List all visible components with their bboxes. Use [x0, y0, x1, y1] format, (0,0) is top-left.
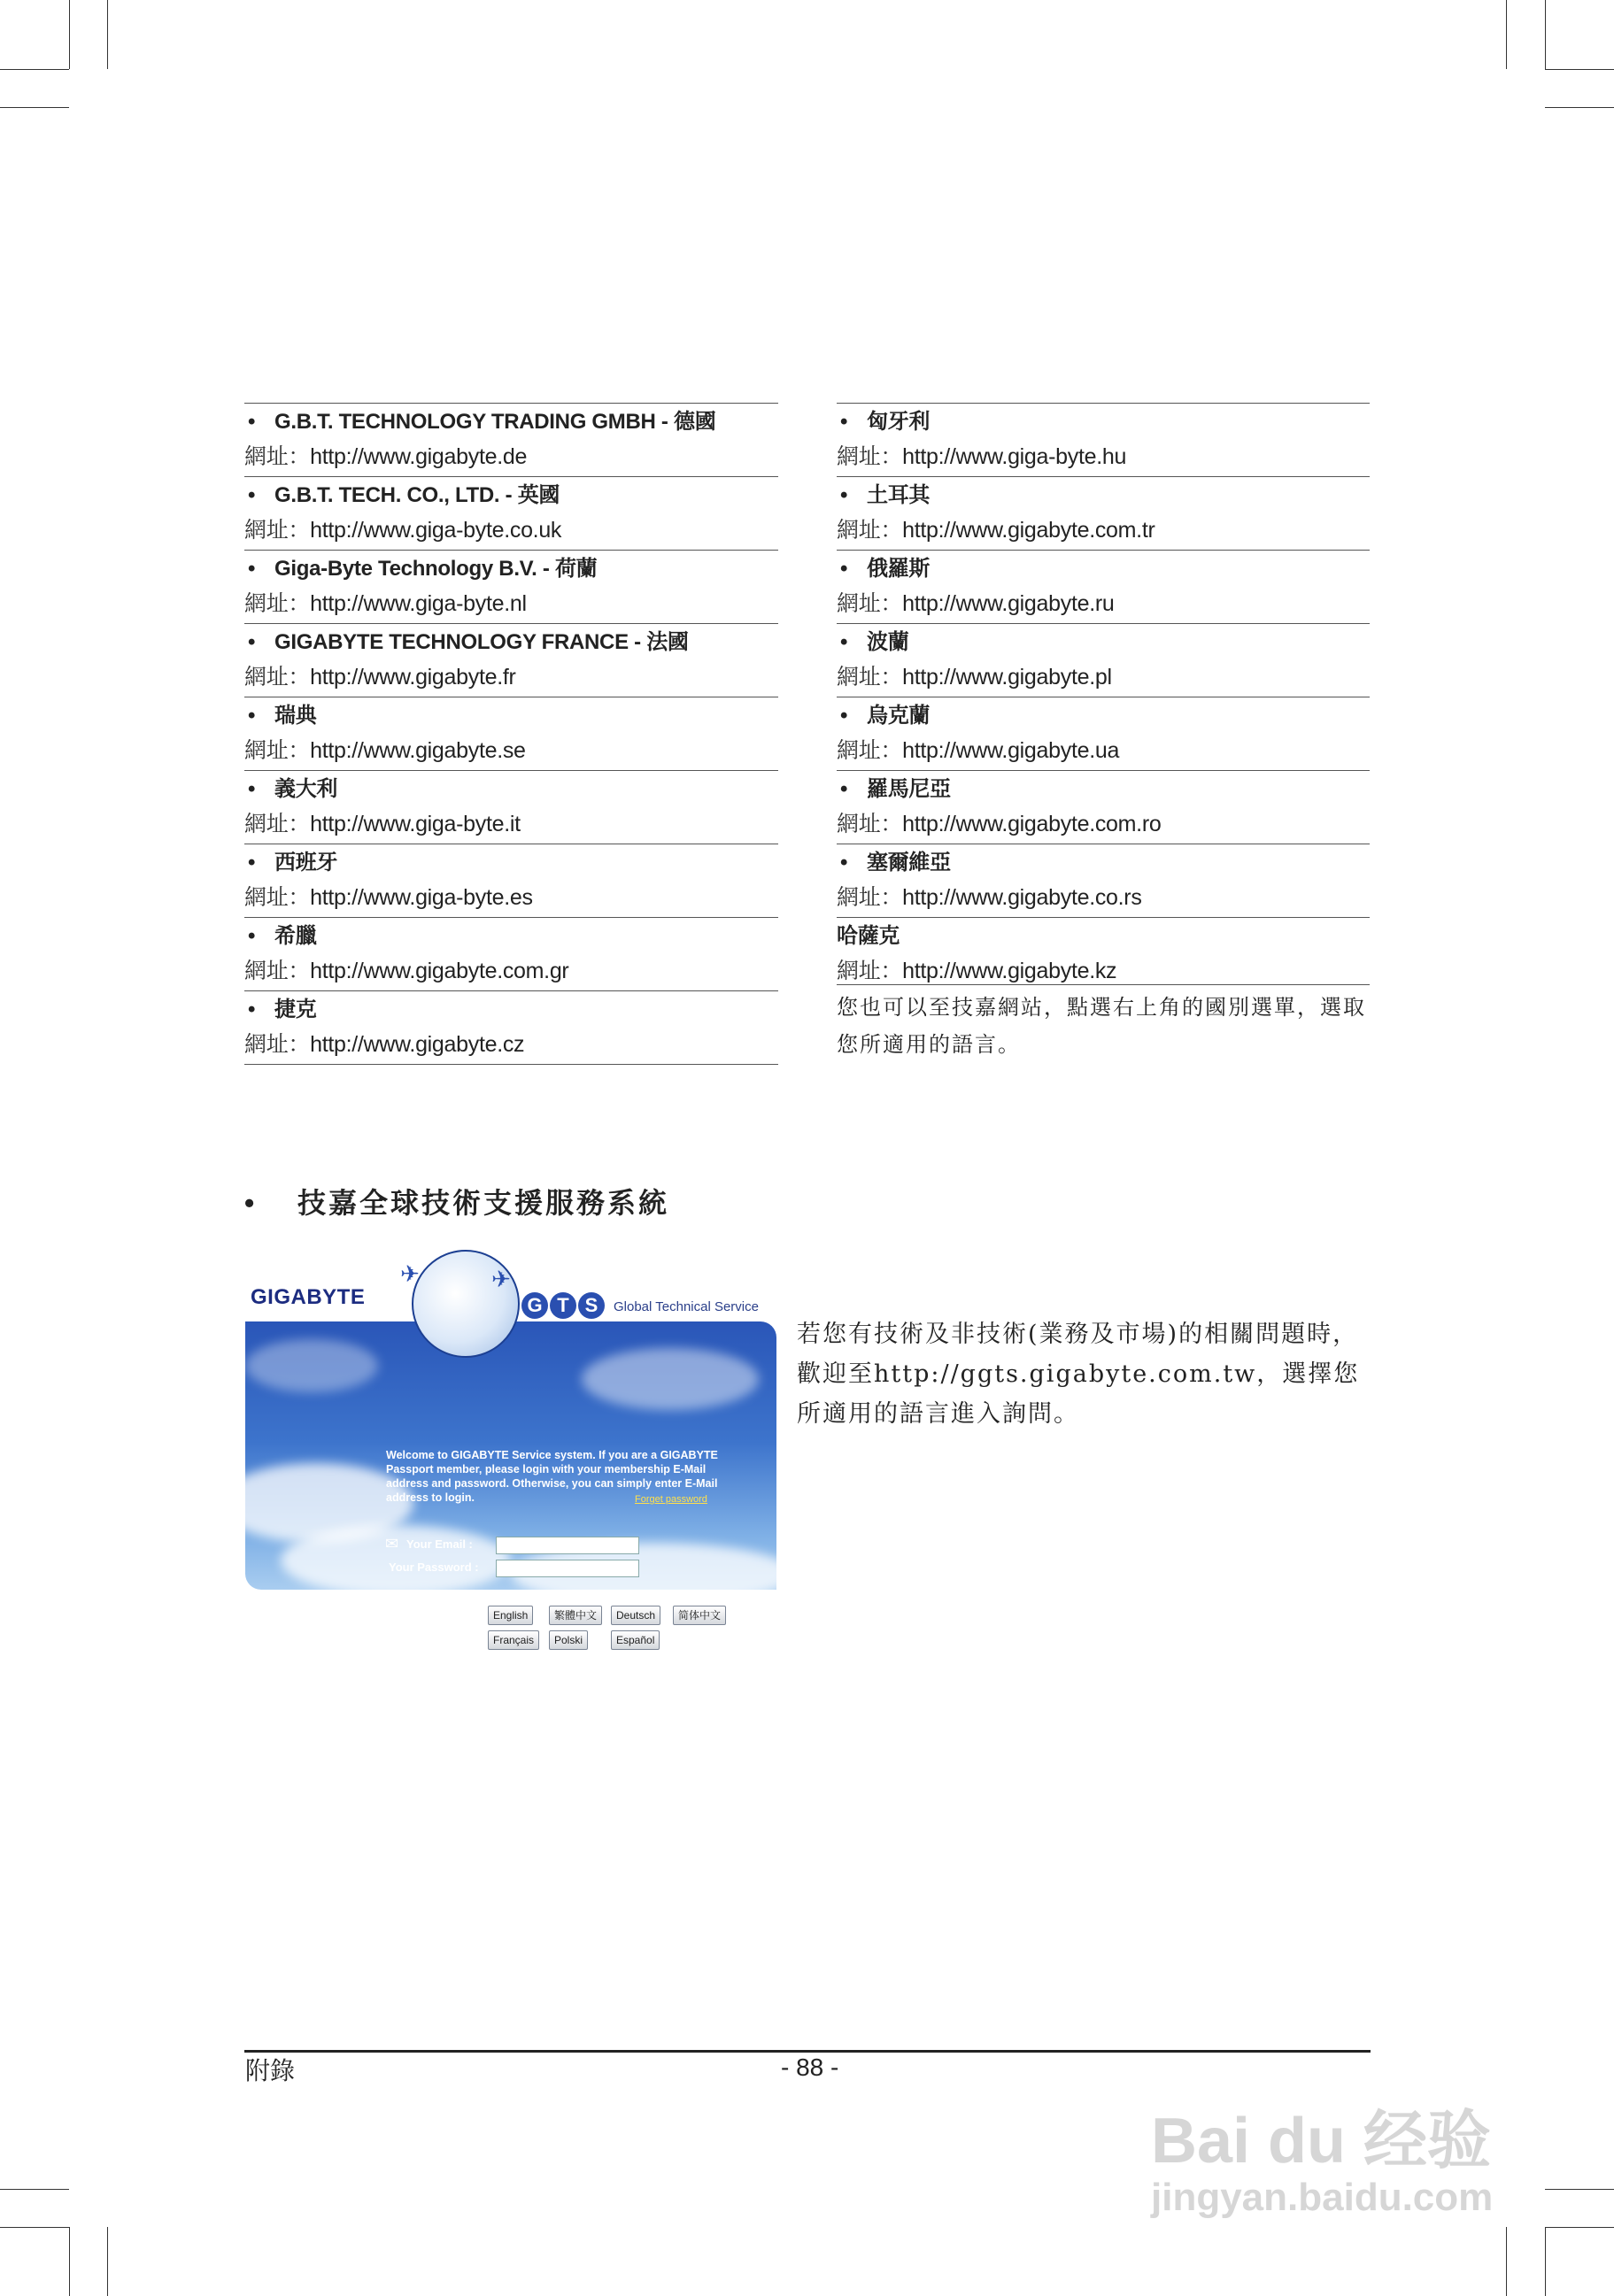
- email-label: Your Email :: [406, 1537, 473, 1551]
- language-note: 您也可以至技嘉網站，點選右上角的國別選單，選取您所適用的語言。: [837, 995, 1366, 1057]
- office-entry: • Giga-Byte Technology B.V. - 荷蘭 網址：http://www.giga-byte.nl: [244, 550, 778, 623]
- url-label: 網址：: [837, 958, 903, 983]
- crop-mark: [1545, 2189, 1614, 2190]
- crop-mark: [0, 2189, 69, 2190]
- url-label: 網址：: [244, 958, 311, 983]
- office-url[interactable]: http://www.giga-byte.co.uk: [310, 518, 562, 543]
- section-title: 技嘉全球技術支援服務系統: [297, 1186, 670, 1220]
- office-url[interactable]: http://www.giga-byte.es: [310, 885, 533, 910]
- crop-mark: [0, 2227, 69, 2228]
- crop-mark: [69, 2227, 70, 2296]
- office-country: 波蘭: [867, 628, 909, 654]
- url-label: 網址：: [244, 443, 311, 469]
- crop-mark: [69, 0, 70, 69]
- office-country: 德國: [674, 408, 716, 434]
- office-entry: • G.B.T. TECHNOLOGY TRADING GMBH - 德國 網址：http://www.gigabyte.de: [244, 403, 778, 476]
- office-country: 塞爾維亞: [867, 849, 951, 874]
- office-entry: • 俄羅斯 網址：http://www.gigabyte.ru: [837, 550, 1370, 623]
- email-field[interactable]: [496, 1537, 639, 1554]
- office-url[interactable]: http://www.gigabyte.de: [310, 444, 528, 469]
- office-country: 英國: [517, 482, 560, 507]
- url-label: 網址：: [837, 811, 903, 836]
- lang-spanish-button[interactable]: Español: [611, 1630, 660, 1650]
- office-country: 希臘: [274, 922, 317, 948]
- gts-letter: S: [578, 1292, 605, 1319]
- gts-login-screenshot: [245, 1248, 776, 1646]
- gts-letter: G: [521, 1292, 548, 1319]
- office-entry: • 瑞典 網址：http://www.gigabyte.se: [244, 697, 778, 770]
- url-label: 網址：: [837, 443, 903, 469]
- crop-mark: [1545, 0, 1546, 69]
- crop-mark: [1506, 0, 1507, 69]
- url-label: 網址：: [244, 737, 311, 763]
- gigabyte-logo: GIGABYTE: [251, 1285, 366, 1309]
- office-country: 俄羅斯: [867, 555, 931, 581]
- footer-rule: [244, 2050, 1371, 2053]
- baidu-watermark: Bai du 经验: [1151, 2106, 1492, 2177]
- lang-english-button[interactable]: English: [488, 1606, 533, 1625]
- office-url[interactable]: http://www.gigabyte.cz: [310, 1032, 525, 1057]
- office-entry: • 塞爾維亞 網址：http://www.gigabyte.co.rs: [837, 844, 1370, 917]
- office-country: 荷蘭: [554, 555, 598, 581]
- lang-german-button[interactable]: Deutsch: [611, 1606, 660, 1625]
- office-url[interactable]: http://www.giga-byte.it: [310, 812, 521, 836]
- gts-description: 若您有技術及非技術(業務及市場)的相關問題時，歡迎至http://ggts.gigabyte.com.tw，選擇您所適用的語言進入詢問。: [797, 1321, 1360, 1428]
- gts-letter: T: [550, 1292, 576, 1319]
- crop-mark: [1545, 107, 1614, 108]
- gts-logo: [521, 1292, 605, 1319]
- welcome-text: Welcome to GIGABYTE Service system. If you are a GIGABYTE Passport member, please login with your membership E-Mail address and password. Otherwise, you can simply enter E-Mail address to login.: [386, 1449, 718, 1504]
- office-url[interactable]: http://www.gigabyte.com.tr: [902, 518, 1155, 543]
- office-country: 瑞典: [274, 702, 317, 728]
- url-label: 網址：: [244, 590, 311, 616]
- crop-mark: [107, 2227, 108, 2296]
- lang-traditional-chinese-button[interactable]: 繁體中文: [549, 1606, 602, 1625]
- url-label: 網址：: [837, 664, 903, 690]
- office-country: 匈牙利: [867, 408, 931, 434]
- office-url[interactable]: http://www.gigabyte.co.rs: [902, 885, 1142, 910]
- lang-simplified-chinese-button[interactable]: 简体中文: [673, 1606, 726, 1625]
- lang-polish-button[interactable]: Polski: [549, 1630, 588, 1650]
- office-country: 法國: [646, 628, 689, 654]
- password-label: Your Password :: [389, 1560, 479, 1574]
- crop-mark: [0, 69, 69, 70]
- office-country: 哈薩克: [837, 922, 900, 948]
- office-url[interactable]: http://www.gigabyte.pl: [902, 665, 1112, 690]
- office-country: 義大利: [274, 775, 338, 801]
- office-url[interactable]: http://www.gigabyte.kz: [902, 959, 1117, 983]
- airplane-icon: ✈: [400, 1260, 420, 1287]
- crop-mark: [1545, 2227, 1546, 2296]
- url-label: 網址：: [244, 1031, 311, 1057]
- office-country: 土耳其: [867, 482, 931, 507]
- url-label: 網址：: [244, 517, 311, 543]
- office-url[interactable]: http://www.gigabyte.ru: [902, 591, 1115, 616]
- url-label: 網址：: [244, 811, 311, 836]
- airplane-icon: ✈: [491, 1266, 511, 1292]
- office-list-left: [244, 403, 778, 1065]
- office-entry: [837, 917, 1370, 984]
- office-entry: • 捷克 網址：http://www.gigabyte.cz: [244, 990, 778, 1064]
- office-url[interactable]: http://www.gigabyte.fr: [310, 665, 516, 690]
- office-entry: • 波蘭 網址：http://www.gigabyte.pl: [837, 623, 1370, 697]
- office-url[interactable]: http://www.gigabyte.com.gr: [310, 959, 569, 983]
- office-list-right: [837, 403, 1370, 1063]
- footer-section: 附錄: [245, 2056, 296, 2085]
- office-entry: • 西班牙 網址：http://www.giga-byte.es: [244, 844, 778, 917]
- url-label: 網址：: [244, 664, 311, 690]
- password-field[interactable]: [496, 1560, 639, 1577]
- office-entry: • 羅馬尼亞 網址：http://www.gigabyte.com.ro: [837, 770, 1370, 844]
- office-entry: • GIGABYTE TECHNOLOGY FRANCE - 法國 網址：http://www.gigabyte.fr: [244, 623, 778, 697]
- office-name: G.B.T. TECH. CO., LTD. -: [274, 483, 518, 507]
- office-name: G.B.T. TECHNOLOGY TRADING GMBH -: [274, 410, 674, 434]
- gts-panel: [245, 1321, 776, 1646]
- crop-mark: [1506, 2227, 1507, 2296]
- office-url[interactable]: http://www.giga-byte.nl: [310, 591, 527, 616]
- crop-mark: [0, 107, 69, 108]
- office-url[interactable]: http://www.gigabyte.se: [310, 738, 526, 763]
- office-entry: • 烏克蘭 網址：http://www.gigabyte.ua: [837, 697, 1370, 770]
- url-label: 網址：: [244, 884, 311, 910]
- lang-french-button[interactable]: Français: [488, 1630, 539, 1650]
- office-url[interactable]: http://www.gigabyte.ua: [902, 738, 1120, 763]
- office-country: 烏克蘭: [867, 702, 931, 728]
- office-country: 捷克: [274, 996, 317, 1021]
- url-label: 網址：: [837, 590, 903, 616]
- crop-mark: [1545, 69, 1614, 70]
- forget-password-link[interactable]: Forget password: [635, 1494, 707, 1505]
- office-url[interactable]: http://www.gigabyte.com.ro: [902, 812, 1162, 836]
- url-label: 網址：: [837, 884, 903, 910]
- office-url[interactable]: http://www.giga-byte.hu: [902, 444, 1127, 469]
- divider: [244, 1064, 778, 1065]
- url-label: 網址：: [837, 737, 903, 763]
- office-entry: • G.B.T. TECH. CO., LTD. - 英國 網址：http://www.giga-byte.co.uk: [244, 476, 778, 550]
- section-heading: • 技嘉全球技術支援服務系統: [244, 1186, 670, 1220]
- office-name: Giga-Byte Technology B.V. -: [274, 557, 555, 581]
- gts-tagline: Global Technical Service: [614, 1299, 759, 1314]
- url-label: 網址：: [837, 517, 903, 543]
- office-entry: • 土耳其 網址：http://www.gigabyte.com.tr: [837, 476, 1370, 550]
- crop-mark: [1545, 2227, 1614, 2228]
- office-name: GIGABYTE TECHNOLOGY FRANCE -: [274, 630, 647, 654]
- baidu-watermark-url: jingyan.baidu.com: [1151, 2176, 1494, 2219]
- office-entry: • 義大利 網址：http://www.giga-byte.it: [244, 770, 778, 844]
- crop-mark: [107, 0, 108, 69]
- office-entry: • 希臘 網址：http://www.gigabyte.com.gr: [244, 917, 778, 990]
- office-country: 西班牙: [274, 849, 338, 874]
- page-number: - 88 -: [781, 2053, 839, 2081]
- office-country: 羅馬尼亞: [867, 775, 951, 801]
- office-entry: • 匈牙利 網址：http://www.giga-byte.hu: [837, 403, 1370, 476]
- mail-icon: ✉: [385, 1535, 399, 1552]
